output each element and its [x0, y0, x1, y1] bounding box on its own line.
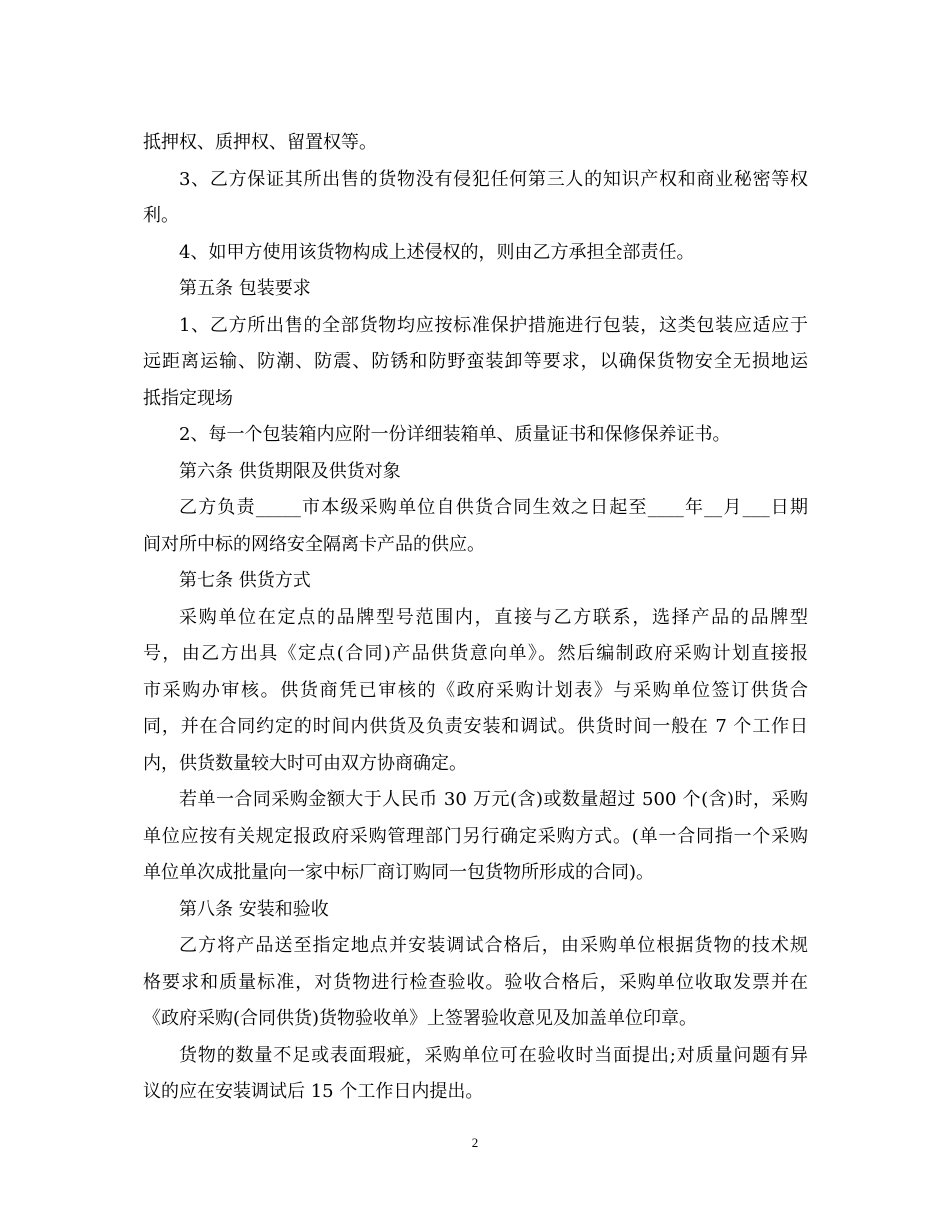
text-line: 货物的数量不足或表面瑕疵，采购单位可在验收时当面提出;对质量问题有异: [179, 1044, 808, 1066]
text-line: 1、乙方所出售的全部货物均应按标准保护措施进行包装，这类包装应适应于: [179, 314, 808, 336]
text-line: 同，并在合同约定的时间内供货及负责安装和调试。供货时间一般在 7 个工作日: [143, 716, 808, 737]
text-line: 内，供货数量较大时可由双方协商确定。: [143, 752, 467, 774]
text-line: 抵指定现场: [143, 387, 233, 409]
text-line: 第六条 供货期限及供货对象: [179, 460, 401, 482]
document-body: [143, 125, 808, 1111]
text-line: 远距离运输、防潮、防震、防锈和防野蛮装卸等要求，以确保货物安全无损地运: [143, 351, 808, 372]
text-line: 《政府采购(合同供货)货物验收单》上签署验收意见及加盖单位印章。: [143, 1008, 698, 1029]
text-line: 若单一合同采购金额大于人民币 30 万元(含)或数量超过 500 个(含)时，采购: [179, 789, 808, 810]
text-line: 第五条 包装要求: [179, 278, 311, 299]
text-line: 3、乙方保证其所出售的货物没有侵犯任何第三人的知识产权和商业秘密等权: [179, 168, 808, 190]
text-line: 采购单位在定点的品牌型号范围内，直接与乙方联系，选择产品的品牌型: [179, 606, 808, 628]
text-line: 议的应在安装调试后 15 个工作日内提出。: [143, 1081, 484, 1102]
text-line: 抵押权、质押权、留置权等。: [143, 132, 377, 153]
text-line: 单位单次成批量向一家中标厂商订购同一包货物所形成的合同)。: [143, 862, 655, 883]
text-line: 单位应按有关规定报政府采购管理部门另行确定采购方式。(单一合同指一个采购: [143, 825, 808, 847]
page-number: 2: [471, 1135, 479, 1150]
text-line: 第七条 供货方式: [179, 570, 311, 591]
text-line: 乙方将产品送至指定地点并安装调试合格后，由采购单位根据货物的技术规: [179, 935, 808, 956]
text-line: 4、如甲方使用该货物构成上述侵权的，则由乙方承担全部责任。: [179, 241, 695, 263]
text-line: 利。: [143, 205, 179, 226]
text-line: 号，由乙方出具《定点(合同)产品供货意向单》。然后编制政府采购计划直接报: [143, 643, 808, 664]
text-line: 2、每一个包装箱内应附一份详细装箱单、质量证书和保修保养证书。: [179, 424, 731, 445]
text-line: 乙方负责_____市本级采购单位自供货合同生效之日起至____年__月___日期: [179, 497, 808, 518]
text-line: 格要求和质量标准，对货物进行检查验收。验收合格后，采购单位收取发票并在: [143, 971, 808, 993]
text-line: 第八条 安装和验收: [179, 898, 329, 920]
text-line: 间对所中标的网络安全隔离卡产品的供应。: [143, 533, 485, 555]
text-line: 市采购办审核。供货商凭已审核的《政府采购计划表》与采购单位签订供货合: [143, 679, 808, 701]
